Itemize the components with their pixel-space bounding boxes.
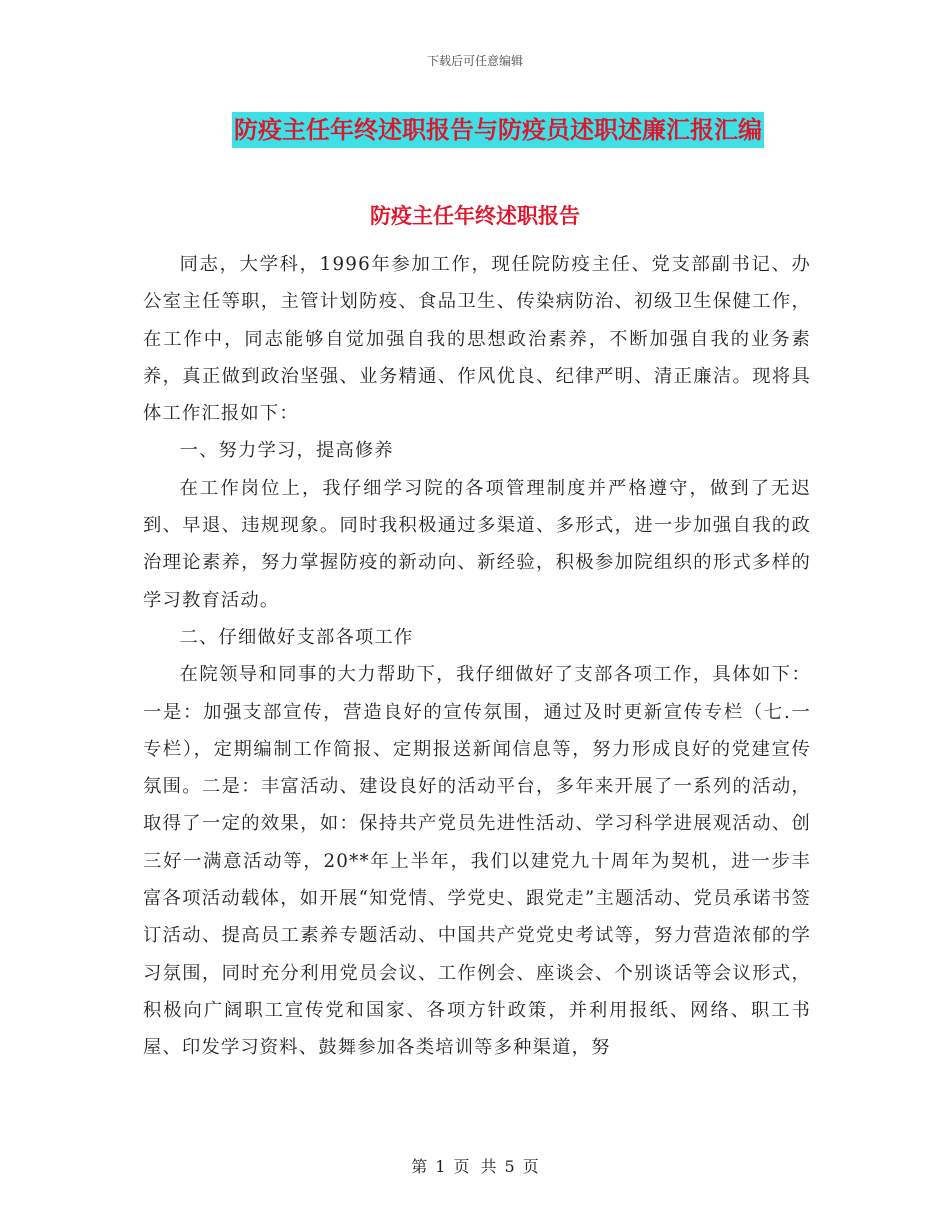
paragraph: 同志，大学科，1996年参加工作，现任院防疫主任、党支部副书记、办公室主任等职，主管计划防疫、食品卫生、传染病防治、初级卫生保健工作，在工作中，同志能够自觉加强自我的思想政治素养，不断加强自我的业务素养，真正做到政治坚强、业务精通、作风优良、纪律严明、清正廉洁。现将具体工作汇报如下： (143, 254, 811, 425)
paragraph: 在工作岗位上，我仔细学习院的各项管理制度并严格遵守，做到了无迟到、早退、违规现象。同时我积极通过多渠道、多形式，进一步加强自我的政治理论素养，努力掌握防疫的新动向、新经验，积极参加院组织的形式多样的学习教育活动。 (143, 477, 811, 611)
footer-suffix: 页 (522, 1157, 539, 1176)
document-title: 防疫主任年终述职报告与防疫员述职述廉汇报汇编 (232, 112, 764, 148)
page-footer (0, 1154, 950, 1177)
paragraph: 在院领导和同事的大力帮助下，我仔细做好了支部各项工作，具体如下：一是：加强支部宣传，营造良好的宣传氛围，通过及时更新宣传专栏（七.一专栏），定期编制工作简报、定期报送新闻信息等，努力形成良好的党建宣传氛围。二是：丰富活动、建设良好的活动平台，多年来开展了一系列的活动，取得了一定的效果，如：保持共产党员先进性活动、学习科学进展观活动、创三好一满意活动等，20**年上半年，我们以建党九十周年为契机，进一步丰富各项活动载体，如开展“知党情、学党史、跟党走”主题活动、党员承诺书签订活动、提高员工素养专题活动、中国共产党党史考试等，努力营造浓郁的学习氛围，同时充分利用党员会议、工作例会、座谈会、个别谈话等会议形式，积极向广阔职工宣传党和国家、各项方针政策，并利用报纸、网络、职工书屋、印发学习资料、鼓舞参加各类培训等多种渠道，努 (143, 664, 811, 1059)
page-number: 1 (435, 1157, 446, 1176)
footer-prefix: 第 (411, 1157, 428, 1176)
section-title: 防疫主任年终述职报告 (370, 203, 580, 228)
paragraph-heading: 一、努力学习，提高修养 (179, 440, 394, 462)
main-title-wrap (0, 112, 950, 148)
total-pages: 5 (504, 1157, 515, 1176)
header-note: 下载后可任意编辑 (426, 54, 523, 68)
document-body (143, 246, 811, 1067)
paragraph-heading: 二、仔细做好支部各项工作 (179, 626, 414, 648)
footer-middle: 页 共 (453, 1157, 497, 1176)
